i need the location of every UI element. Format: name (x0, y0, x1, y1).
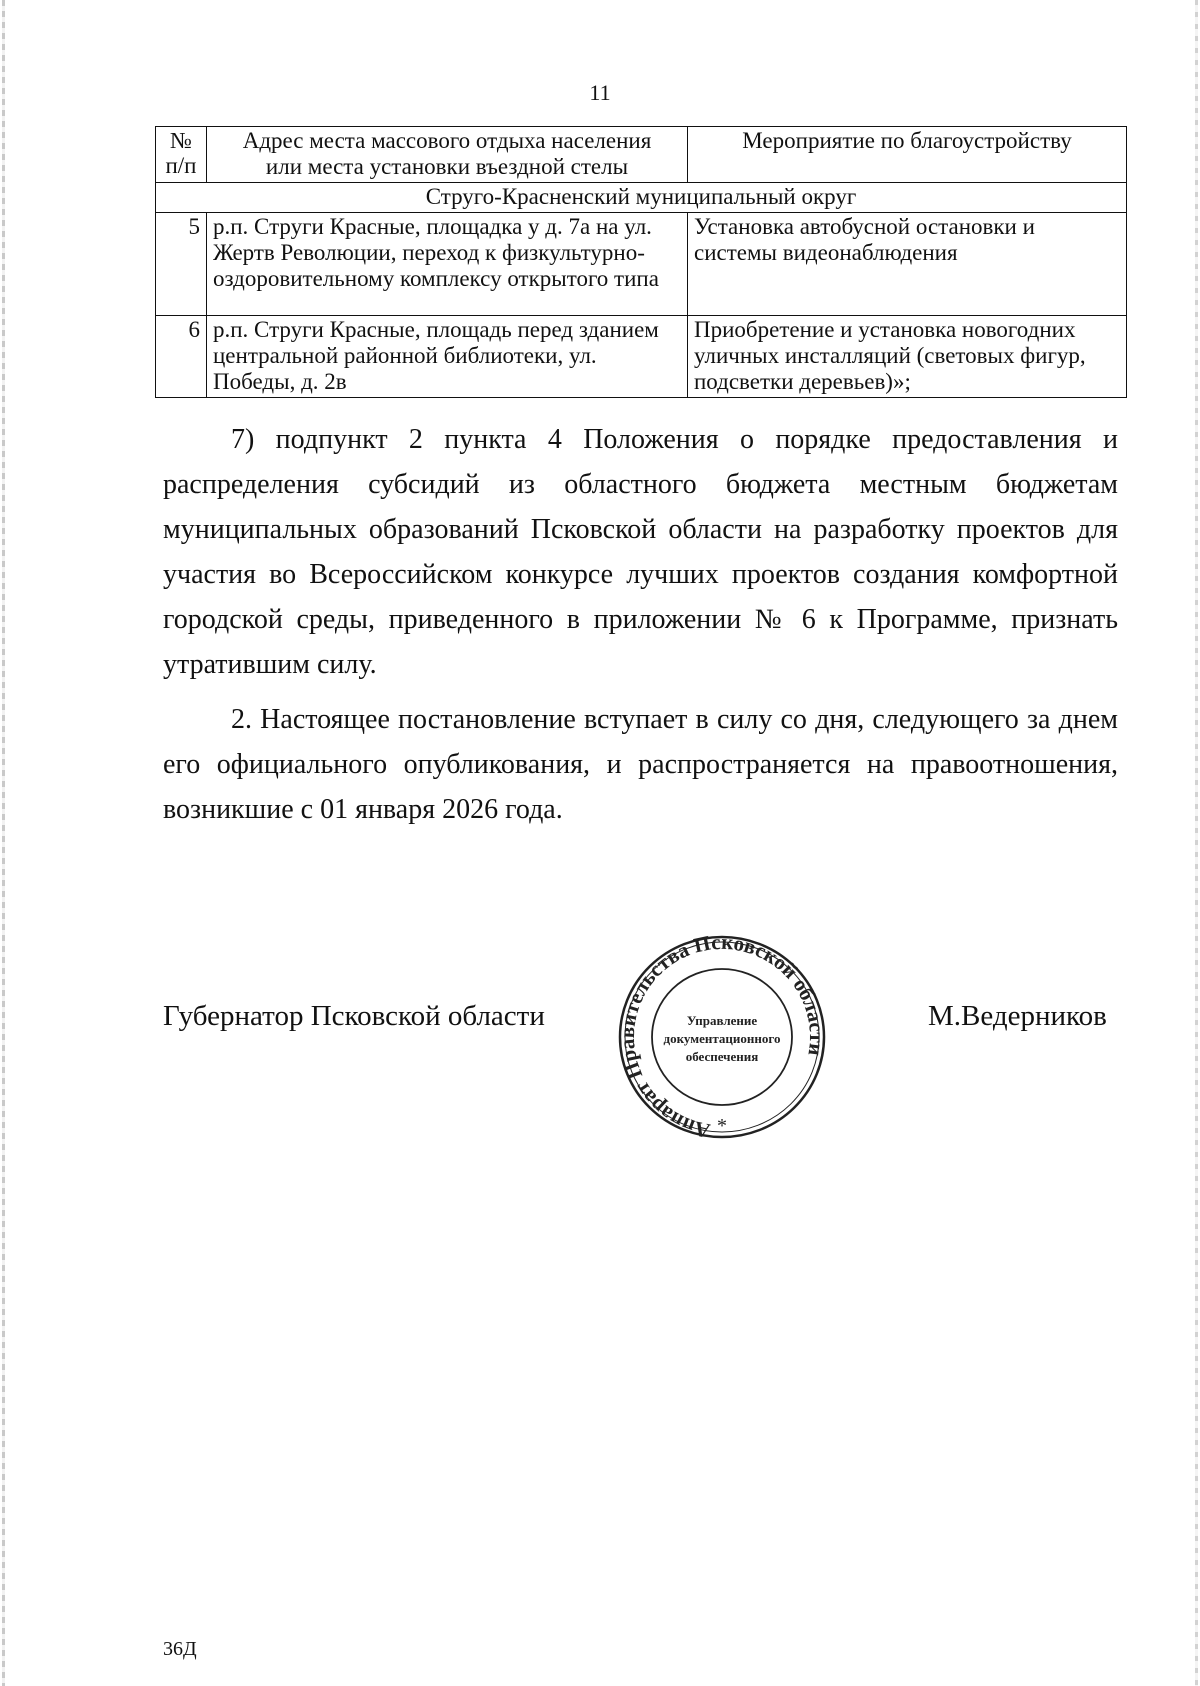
signature-name: М.Ведерников (928, 1000, 1107, 1032)
table-row (156, 213, 1127, 316)
header-address-line2: или места установки въездной стелы (265, 154, 629, 179)
stamp-inner-line1: Управление (686, 1013, 758, 1028)
paragraph-7: 7) подпункт 2 пункта 4 Положения о порядке предоставления и распределения субсидий из областного бюджета местным бюджетам муниципальных образований Псковской области на разработку проектов для участия во Всероссийском конкурсе лучших проектов создания комфортной городской среды, приведенного в приложении № 6 к Программе, признать утратившим силу. (163, 424, 1118, 680)
row-event: Приобретение и установка новогодних уличных инсталляций (световых фигур, подсветки деревьев)»; (688, 316, 1127, 398)
row-num: 5 (156, 213, 207, 316)
header-address-line1: Адрес места массового отдыха населения (242, 128, 652, 153)
row-address: р.п. Струги Красные, площадка у д. 7а на ул. Жертв Революции, переход к физкультурно-оздоровительному комплексу открытого типа (207, 213, 688, 316)
table-header-row (156, 127, 1127, 183)
scan-left-edge (2, 0, 5, 1686)
row-num: 6 (156, 316, 207, 398)
page-number: 11 (589, 80, 611, 105)
signature-position: Губернатор Псковской области (163, 1000, 545, 1032)
body-text (163, 417, 1118, 842)
row-event: Установка автобусной остановки и системы видеонаблюдения (688, 213, 1127, 316)
footer-code: 36Д (163, 1638, 197, 1660)
stamp-outer-text: Аппарат Правительства Псковской области (614, 929, 830, 1144)
stamp-star-icon: * (717, 1115, 727, 1137)
header-num-line1: № (170, 128, 192, 153)
header-address (207, 127, 688, 183)
table-section-row (156, 183, 1127, 213)
row-address: р.п. Струги Красные, площадь перед зданием центральной районной библиотеки, ул. Победы, д. 2в (207, 316, 688, 398)
section-title: Струго-Красненский муниципальный округ (156, 183, 1127, 213)
header-event: Мероприятие по благоустройству (688, 127, 1127, 183)
paragraph-2: 2. Настоящее постановление вступает в силу со дня, следующего за днем его официального опубликования, и распространяется на правоотношения, возникшие с 01 января 2026 года. (163, 704, 1118, 825)
stamp-inner-line3: обеспечения (685, 1049, 759, 1064)
official-stamp (607, 925, 837, 1145)
stamp-inner-line2: документационного (663, 1031, 781, 1046)
scan-right-edge (1195, 0, 1198, 1686)
header-num (156, 127, 207, 183)
table-row (156, 316, 1127, 398)
header-num-line2: п/п (165, 153, 197, 178)
improvement-table (155, 126, 1127, 398)
